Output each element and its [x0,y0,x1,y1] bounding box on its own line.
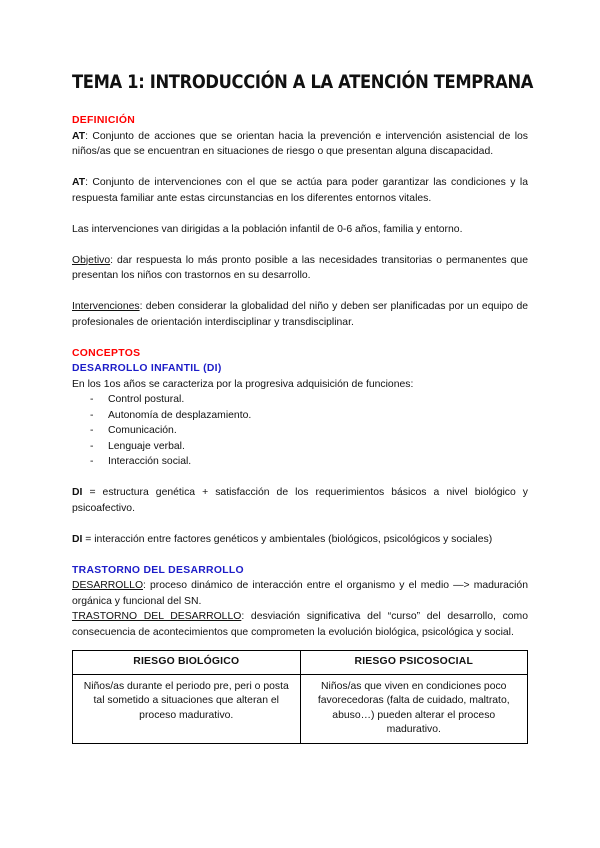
paragraph-desarrollo [72,578,528,609]
intervenciones-label: Intervenciones [72,301,140,312]
di-text: = interacción entre factores genéticos y ambientales (biológicos, psicológicos y sociales) [82,533,493,545]
di-text: = estructura genética + satisfacción de los requerimientos básicos a nivel biológico y psicoafectivo. [72,487,528,514]
subheading-desarrollo-infantil: DESARROLLO INFANTIL (DI) [72,363,222,374]
document-page [72,70,534,744]
list-item: - Interacción social. [72,454,528,470]
paragraph-at-1 [72,129,528,160]
at-text: : Conjunto de intervenciones con el que se actúa para poder garantizar las condiciones y la respuesta familiar ante estas circunstancias en los diferentes entornos vitales. [72,177,528,204]
paragraph-objetivo [72,253,528,284]
paragraph-poblacion: Las intervenciones van dirigidas a la población infantil de 0-6 años, familia y entorno. [72,223,463,235]
section-heading-definicion: DEFINICIÓN [72,115,136,126]
objetivo-label: Objetivo [72,254,111,266]
paragraph-di-1 [72,485,528,516]
objetivo-text: : dar respuesta lo más pronto posible a las necesidades transitorias o permanentes que presentan los niños con trastornos en su desarrollo. [72,254,528,281]
at-text: : Conjunto de acciones que se orientan hacia la prevención e intervención asistencial de los niños/as que se encuentran en situaciones de riesgo o que presentan alguna discapacidad. [72,130,528,157]
page-title: TEMA 1: INTRODUCCIÓN A LA ATENCIÓN TEMPRANA [72,71,534,93]
at-label: AT [72,177,86,188]
at-label: AT [72,130,86,142]
list-item: - Lenguaje verbal. [72,439,528,455]
header-riesgo-biologico: RIESGO BIOLÓGICO [73,651,301,675]
paragraph-intervenciones [72,299,528,330]
subheading-trastorno: TRASTORNO DEL DESARROLLO [72,564,244,576]
trastorno-label: TRASTORNO DEL DESARROLLO [72,611,242,622]
funciones-list [72,392,528,470]
cell-riesgo-psicosocial: Niños/as que viven en condiciones poco favorecedoras (falta de cuidado, maltrato, abuso…) pueden alterar el proceso madurativo. [300,674,528,743]
list-item: - Comunicación. [72,423,528,439]
di-label: DI [72,487,83,498]
trastorno-text: : desviación significativa del “curso” del desarrollo, como consecuencia de acontecimientos que comprometen la evolución biológica, psicológica y social. [72,611,528,638]
intervenciones-text: : deben considerar la globalidad del niño y deben ser planificadas por un equipo de profesionales de orientación interdisciplinar y transdisciplinar. [72,301,528,328]
riesgo-table [72,650,528,744]
list-item: - Autonomía de desplazamiento. [72,408,528,424]
paragraph-di-intro: En los 1os años se caracteriza por la progresiva adquisición de funciones: [72,378,414,390]
table-row [73,674,528,743]
desarrollo-text: : proceso dinámico de interacción entre el organismo y el medio —> maduración orgánica y funcional del SN. [72,580,528,607]
table-header-row [73,651,528,675]
di-label: DI [72,533,83,545]
section-heading-conceptos: CONCEPTOS [72,347,141,359]
cell-riesgo-biologico: Niños/as durante el periodo pre, peri o posta tal sometido a situaciones que alteran el proceso madurativo. [73,674,301,743]
list-item: - Control postural. [72,392,528,408]
desarrollo-label: DESARROLLO [72,580,144,591]
header-riesgo-psicosocial: RIESGO PSICOSOCIAL [300,651,528,675]
paragraph-at-2 [72,175,528,206]
paragraph-di-2 [72,532,528,548]
paragraph-trastorno [72,609,528,640]
